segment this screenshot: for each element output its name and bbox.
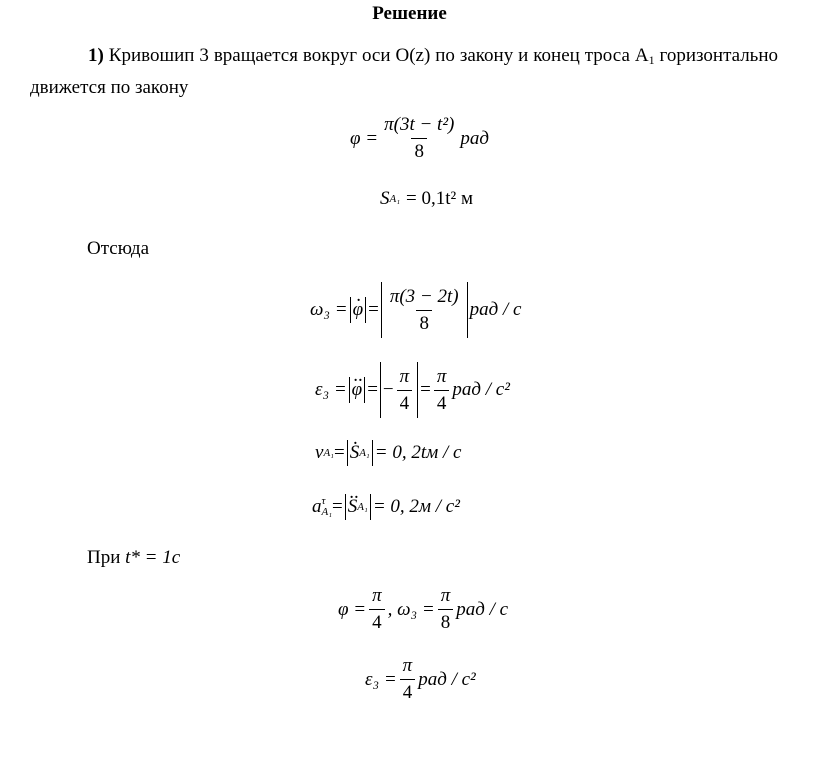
equation-acceleration xyxy=(312,494,460,520)
result2-unit: рад / с² xyxy=(418,668,476,690)
omega-abs-phi xyxy=(350,297,367,323)
phi-dot: . φ xyxy=(353,299,364,321)
result1-mid: , ω₃ = xyxy=(387,598,435,620)
omega-abs-fraction xyxy=(381,282,468,338)
accel-eq: = xyxy=(332,496,343,517)
omega-denominator: 8 xyxy=(416,310,432,336)
epsilon-den-1: 4 xyxy=(397,390,413,416)
at-label: При xyxy=(87,547,121,568)
result1-fraction-2 xyxy=(438,584,454,635)
s-ddot-subscript: A₁ xyxy=(357,501,368,513)
equation-s-law xyxy=(380,188,473,210)
velocity-subscript: A₁ xyxy=(323,447,334,459)
result2-num: π xyxy=(402,655,413,676)
phi-lhs: φ = xyxy=(350,127,379,149)
epsilon-unit: рад / с² xyxy=(452,379,510,400)
phi-unit: рад xyxy=(460,127,489,149)
omega-numerator: π(3 − 2t) xyxy=(389,285,459,307)
result1-num-1: π xyxy=(372,585,382,606)
accel-indices xyxy=(322,496,333,518)
result1-den-2: 8 xyxy=(438,609,454,635)
equation-velocity xyxy=(315,440,461,466)
result2-den: 4 xyxy=(400,679,416,705)
velocity-eq: = xyxy=(333,442,345,463)
s-symbol: S xyxy=(380,188,390,209)
s-ddot: .. S xyxy=(348,496,358,518)
epsilon-num-2: π xyxy=(436,365,447,387)
step-text-end: горизонтально движется по закону xyxy=(30,45,779,98)
result2-lhs: ε₃ = xyxy=(365,668,397,690)
result1-unit: рад / с xyxy=(456,598,509,620)
step-number: 1) xyxy=(88,45,104,66)
s-dot: . S xyxy=(350,442,360,464)
epsilon-abs-fraction xyxy=(380,362,418,418)
at-value: t* = 1с xyxy=(125,547,181,568)
result1-fraction-1 xyxy=(369,584,385,635)
section-title: Решение xyxy=(372,3,447,24)
equation-result-1 xyxy=(338,584,508,635)
phi-numerator: π(3t − t²) xyxy=(384,114,455,135)
step-text-sub: 1 xyxy=(648,53,655,67)
step-text: Кривошип 3 вращается вокруг оси O(z) по закону и конец троса A xyxy=(108,45,649,66)
equation-epsilon xyxy=(315,362,510,418)
epsilon-minus: − xyxy=(382,379,394,400)
step-1-paragraph xyxy=(30,42,778,102)
epsilon-eq-2: = xyxy=(420,379,431,400)
at-time-line xyxy=(87,547,180,569)
result2-fraction xyxy=(400,654,416,705)
omega-eq: = xyxy=(368,299,379,320)
epsilon-eq: = xyxy=(367,379,378,400)
equation-result-2 xyxy=(365,654,476,705)
accel-superscript: τ xyxy=(321,495,326,507)
s-subscript: A₁ xyxy=(389,193,401,205)
velocity-abs xyxy=(347,440,373,466)
omega-unit: рад / с xyxy=(469,299,522,320)
epsilon-lhs: ε₃ = xyxy=(315,379,347,400)
phi-denominator: 8 xyxy=(411,138,427,164)
epsilon-fraction-1 xyxy=(397,365,413,416)
velocity-rhs: = 0, 2tм / с xyxy=(374,442,462,463)
omega-fraction xyxy=(387,285,462,336)
s-rhs: = 0,1t² м xyxy=(406,188,474,209)
epsilon-den-2: 4 xyxy=(434,390,450,416)
epsilon-num-1: π xyxy=(399,365,410,387)
accel-subscript: A₁ xyxy=(321,506,333,518)
epsilon-abs-phi xyxy=(349,377,366,403)
result1-num-2: π xyxy=(440,585,451,606)
s-dot-subscript: A₁ xyxy=(359,447,370,459)
phi-ddot: .. φ xyxy=(352,379,363,401)
equation-phi-law xyxy=(350,113,489,164)
hence-label: Отсюда xyxy=(87,238,150,259)
accel-abs xyxy=(345,494,371,520)
result1-den-1: 4 xyxy=(369,609,385,635)
accel-rhs: = 0, 2м / с² xyxy=(372,496,460,517)
accel-symbol: a xyxy=(312,496,322,517)
omega-lhs: ω₃ = xyxy=(310,299,348,320)
equation-omega xyxy=(310,282,521,338)
result1-lhs: φ = xyxy=(338,598,367,620)
epsilon-fraction-2 xyxy=(434,365,450,416)
velocity-symbol: v xyxy=(315,442,324,463)
phi-fraction xyxy=(381,113,457,164)
